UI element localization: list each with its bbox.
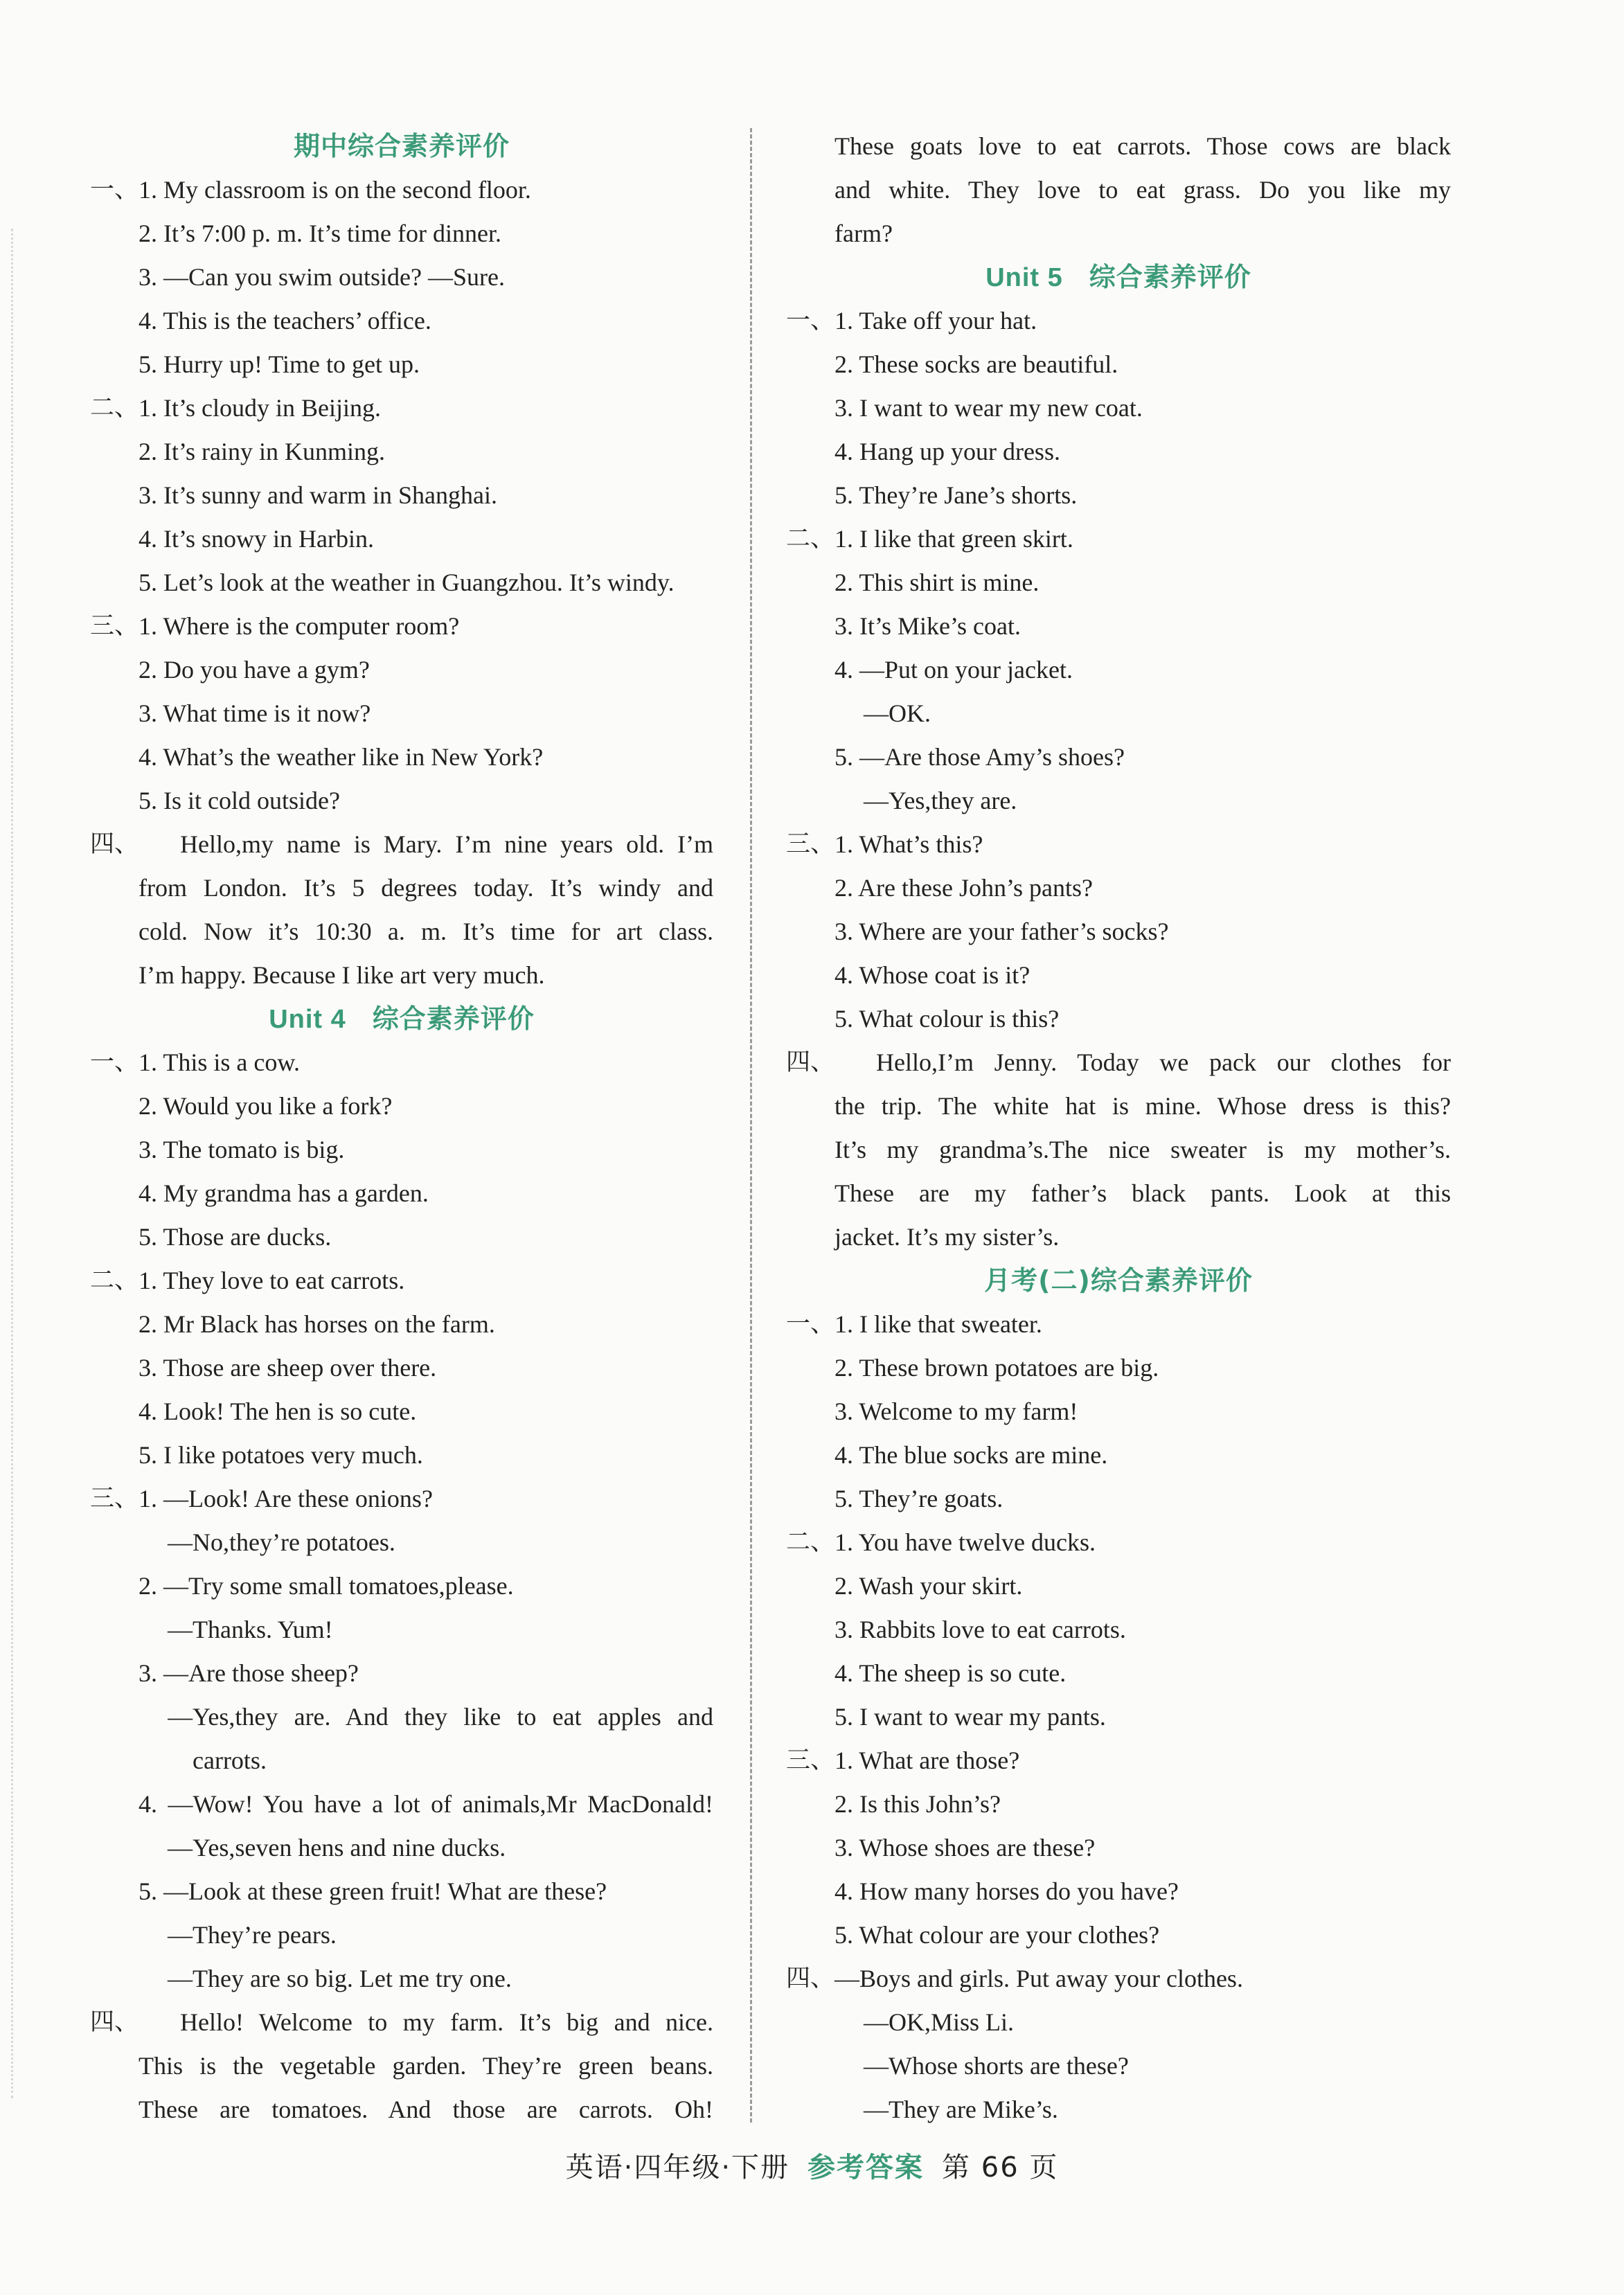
answer-text: 5. Let’s look at the weather in Guangzhou. It’s windy. (139, 569, 675, 596)
section-title-text: 综合素养评价 (372, 1003, 535, 1034)
answer-text: Hello,I’m Jenny. Today we pack our clothes for (876, 1048, 1451, 1076)
answer-text: 1. My classroom is on the second floor. (139, 176, 531, 204)
answer-text: 1. What’s this? (835, 830, 983, 858)
answer-text: 5. I want to wear my pants. (835, 1703, 1106, 1731)
margin-dots (11, 229, 13, 2098)
answer-text: —They’re pears. (168, 1921, 337, 1949)
answer-line (786, 561, 1451, 605)
answer-line (90, 1783, 713, 1826)
part-marker: 四、 (90, 2008, 139, 2036)
answer-text-line (786, 168, 1451, 212)
answer-text-line (90, 1695, 713, 1739)
section-title-text: 综合素养评价 (1089, 262, 1251, 292)
answer-text: 4. Look! The hen is so cute. (139, 1397, 417, 1425)
answer-text: 2. This shirt is mine. (835, 569, 1039, 596)
answer-text: Hello! Welcome to my farm. It’s big and nice. (180, 2008, 713, 2036)
section-title (786, 256, 1451, 299)
answer-text: These goats love to eat carrots. Those cows are black (835, 132, 1451, 160)
answer-line (786, 1870, 1451, 1913)
answer-line (786, 997, 1451, 1041)
answer-line (90, 474, 713, 517)
part-marker: 四、 (90, 830, 139, 858)
answer-line (786, 1303, 1451, 1346)
answer-line (90, 1477, 713, 1521)
answer-line (90, 1434, 713, 1477)
answer-text: 2. It’s rainy in Kunming. (139, 438, 385, 465)
answer-text-line (90, 2088, 713, 2132)
column-divider (750, 128, 752, 2123)
answer-text-line (90, 1521, 713, 1564)
answer-text-line (786, 212, 1451, 256)
answer-text: 2. Do you have a gym? (139, 656, 370, 684)
answer-text: 4. It’s snowy in Harbin. (139, 525, 374, 553)
answer-text: the trip. The white hat is mine. Whose dress is this? (835, 1092, 1451, 1120)
answer-text-line (90, 823, 713, 866)
answer-text: 3. —Are those sheep? (139, 1659, 359, 1687)
answer-text: 1. You have twelve ducks. (835, 1528, 1096, 1556)
answer-text: 5. —Are those Amy’s shoes? (835, 743, 1125, 771)
answer-line (786, 1695, 1451, 1739)
answer-line (786, 1521, 1451, 1564)
answer-text: 2. It’s 7:00 p. m. It’s time for dinner. (139, 220, 501, 247)
left-column (90, 125, 713, 2132)
answer-line (90, 1390, 713, 1434)
answer-text: These are tomatoes. And those are carrots. Oh! (139, 2096, 713, 2123)
answer-line (90, 299, 713, 343)
part-marker: 二、 (786, 525, 835, 553)
answer-text: This is the vegetable garden. They’re green beans. (139, 2052, 713, 2080)
answer-text: 5. Is it cold outside? (139, 787, 340, 814)
answer-text: 5. Those are ducks. (139, 1223, 332, 1251)
answer-line (90, 1346, 713, 1390)
answer-text: —Boys and girls. Put away your clothes. (835, 1965, 1243, 1992)
answer-line (786, 474, 1451, 517)
answer-line (786, 735, 1451, 779)
answer-text: 5. They’re goats. (835, 1485, 1003, 1512)
answer-line (90, 1870, 713, 1913)
answer-text: I’m happy. Because I like art very much. (139, 961, 545, 989)
answer-text-line (90, 1913, 713, 1957)
answer-text: 3. Welcome to my farm! (835, 1397, 1078, 1425)
answer-text-line (786, 692, 1451, 735)
answer-text: 3. —Can you swim outside? —Sure. (139, 263, 505, 291)
answer-line (90, 1215, 713, 1259)
answer-text-line (786, 779, 1451, 823)
answer-text: 1. I like that sweater. (835, 1310, 1042, 1338)
answer-text: 2. Would you like a fork? (139, 1092, 393, 1120)
answer-text: 3. It’s sunny and warm in Shanghai. (139, 481, 497, 509)
answer-line (90, 168, 713, 212)
part-marker: 四、 (786, 1965, 835, 1992)
answer-text: It’s my grandma’s.The nice sweater is my mother’s. (835, 1136, 1451, 1163)
answer-line (90, 517, 713, 561)
answer-text: 4. —Wow! You have a lot of animals,Mr MacDonald! (139, 1790, 713, 1818)
answer-text: 1. It’s cloudy in Beijing. (139, 394, 381, 422)
answer-text-line (786, 125, 1451, 168)
right-column (786, 125, 1451, 2132)
answer-line (90, 386, 713, 430)
answer-text-line (90, 1957, 713, 2001)
answer-text: Hello,my name is Mary. I’m nine years old. I’m (180, 830, 713, 858)
section-title (90, 997, 713, 1041)
answer-line (90, 1259, 713, 1303)
answer-text: 1. Where is the computer room? (139, 612, 460, 640)
answer-text-line (90, 1739, 713, 1783)
answer-text: —No,they’re potatoes. (168, 1528, 395, 1556)
answer-text: 5. What colour are your clothes? (835, 1921, 1160, 1949)
answer-line (786, 1564, 1451, 1608)
answer-line (90, 605, 713, 648)
answer-line (90, 1652, 713, 1695)
answer-text: 5. —Look at these green fruit! What are these? (139, 1877, 607, 1905)
part-marker: 一、 (786, 1310, 835, 1338)
answer-line (90, 561, 713, 605)
answer-text-line (90, 910, 713, 954)
section-title: 月考(二)综合素养评价 (984, 1265, 1253, 1296)
answer-text: jacket. It’s my sister’s. (835, 1223, 1060, 1251)
part-marker: 一、 (786, 307, 835, 334)
answer-text: 4. What’s the weather like in New York? (139, 743, 544, 771)
answer-line (90, 1041, 713, 1084)
part-marker: 一、 (90, 176, 139, 204)
answer-text: 1. They love to eat carrots. (139, 1267, 405, 1294)
answer-text: 2. Wash your skirt. (835, 1572, 1023, 1600)
answer-text: 4. The blue socks are mine. (835, 1441, 1108, 1469)
answer-line (786, 605, 1451, 648)
answer-text: 3. Where are your father’s socks? (835, 918, 1169, 945)
answer-text: 1. I like that green skirt. (835, 525, 1073, 553)
answer-text: 4. —Put on your jacket. (835, 656, 1073, 684)
answer-text: 3. It’s Mike’s coat. (835, 612, 1021, 640)
answer-line (90, 1084, 713, 1128)
answer-text: —OK. (864, 699, 931, 727)
answer-text: 3. Rabbits love to eat carrots. (835, 1616, 1126, 1643)
answer-line (90, 1564, 713, 1608)
answer-line (90, 343, 713, 386)
answer-text: farm? (835, 220, 893, 247)
answer-text-line (786, 2044, 1451, 2088)
answer-line (786, 1826, 1451, 1870)
answer-text: 2. These brown potatoes are big. (835, 1354, 1159, 1382)
answer-text-line (786, 2088, 1451, 2132)
answer-line (90, 779, 713, 823)
footer-answers: 参考答案 (807, 2152, 925, 2184)
answer-line (786, 299, 1451, 343)
footer-page-number: 第 66 页 (942, 2152, 1059, 2184)
answer-line (90, 256, 713, 299)
answer-text: and white. They love to eat grass. Do you like my (835, 176, 1451, 204)
part-marker: 二、 (786, 1528, 835, 1556)
answer-line (786, 517, 1451, 561)
answer-text: —They are so big. Let me try one. (168, 1965, 512, 1992)
answer-line (786, 823, 1451, 866)
answer-line (786, 1608, 1451, 1652)
answer-line (90, 430, 713, 474)
answer-text: 5. They’re Jane’s shorts. (835, 481, 1078, 509)
answer-text-line (786, 1084, 1451, 1128)
answer-line (786, 343, 1451, 386)
answer-text: —Whose shorts are these? (864, 2052, 1129, 2080)
part-marker: 三、 (90, 1485, 139, 1512)
answer-line (786, 1346, 1451, 1390)
answer-line (786, 1652, 1451, 1695)
answer-text: —OK,Miss Li. (864, 2008, 1015, 2036)
answer-line (786, 954, 1451, 997)
part-marker: 一、 (90, 1048, 139, 1076)
answer-text: 1. This is a cow. (139, 1048, 300, 1076)
answer-text-line (786, 1172, 1451, 1215)
answer-text: —Yes,they are. (864, 787, 1017, 814)
answer-text-line (786, 2001, 1451, 2044)
answer-text: 4. My grandma has a garden. (139, 1179, 429, 1207)
part-marker: 三、 (786, 830, 835, 858)
answer-text-line (90, 2044, 713, 2088)
answer-text: 5. I like potatoes very much. (139, 1441, 423, 1469)
part-marker: 四、 (786, 1048, 835, 1076)
answer-text: from London. It’s 5 degrees today. It’s windy and (139, 874, 713, 902)
answer-text: carrots. (193, 1747, 267, 1774)
answer-text-line (90, 866, 713, 910)
answer-text: 4. The sheep is so cute. (835, 1659, 1067, 1687)
answer-text: 3. The tomato is big. (139, 1136, 345, 1163)
answer-text: 5. Hurry up! Time to get up. (139, 350, 420, 378)
answer-text: 4. This is the teachers’ office. (139, 307, 431, 334)
answer-line (90, 212, 713, 256)
answer-text-line (786, 1215, 1451, 1259)
answer-text: 1. Take off your hat. (835, 307, 1037, 334)
answer-text: 1. —Look! Are these onions? (139, 1485, 433, 1512)
answer-line (786, 1783, 1451, 1826)
section-title-unit: Unit 4 (269, 1005, 346, 1034)
answer-text: 4. How many horses do you have? (835, 1877, 1179, 1905)
answer-line (786, 430, 1451, 474)
answer-line (786, 910, 1451, 954)
footer-subject: 英语 (565, 2152, 624, 2184)
answer-text-line (90, 954, 713, 997)
answer-line (786, 1957, 1451, 2001)
answer-text: 3. Those are sheep over there. (139, 1354, 437, 1382)
answer-line (90, 1172, 713, 1215)
part-marker: 二、 (90, 1267, 139, 1294)
section-title: 期中综合素养评价 (293, 131, 510, 161)
footer-volume: 下册 (731, 2152, 790, 2184)
answer-line (786, 386, 1451, 430)
answer-line (90, 692, 713, 735)
answer-text: 2. Is this John’s? (835, 1790, 1001, 1818)
answer-text: —Yes,seven hens and nine ducks. (168, 1834, 506, 1861)
answer-text: 3. Whose shoes are these? (835, 1834, 1096, 1861)
answer-line (90, 735, 713, 779)
answer-text: 2. These socks are beautiful. (835, 350, 1118, 378)
answer-text-line (786, 1128, 1451, 1172)
answer-line (786, 1390, 1451, 1434)
answer-text: 1. What are those? (835, 1747, 1020, 1774)
answer-text: 2. —Try some small tomatoes,please. (139, 1572, 514, 1600)
answer-text: —They are Mike’s. (864, 2096, 1058, 2123)
answer-text: 2. Mr Black has horses on the farm. (139, 1310, 495, 1338)
answer-line (90, 648, 713, 692)
part-marker: 二、 (90, 394, 139, 422)
answer-line (786, 1434, 1451, 1477)
answer-text: 3. I want to wear my new coat. (835, 394, 1143, 422)
answer-line (786, 1913, 1451, 1957)
part-marker: 三、 (786, 1747, 835, 1774)
answer-text: 3. What time is it now? (139, 699, 371, 727)
answer-text: These are my father’s black pants. Look at this (835, 1179, 1451, 1207)
page-footer: 英语·四年级·下册 参考答案 第 66 页 (565, 2152, 1059, 2184)
answer-text-line (90, 1826, 713, 1870)
answer-text-line (90, 1608, 713, 1652)
answer-text: —Yes,they are. And they like to eat apples and (168, 1703, 713, 1731)
answer-text: 4. Whose coat is it? (835, 961, 1030, 989)
answer-text: 2. Are these John’s pants? (835, 874, 1093, 902)
answer-line (786, 866, 1451, 910)
answer-line (90, 1303, 713, 1346)
answer-text: cold. Now it’s 10:30 a. m. It’s time for art class. (139, 918, 713, 945)
answer-text: 4. Hang up your dress. (835, 438, 1060, 465)
answer-text-line (90, 2001, 713, 2044)
answer-text: —Thanks. Yum! (168, 1616, 333, 1643)
answer-line (90, 1128, 713, 1172)
answer-line (786, 1477, 1451, 1521)
section-title-unit: Unit 5 (985, 263, 1063, 292)
part-marker: 三、 (90, 612, 139, 640)
answer-line (786, 1739, 1451, 1783)
answer-text-line (786, 1041, 1451, 1084)
answer-line (786, 648, 1451, 692)
answer-text: 5. What colour is this? (835, 1005, 1060, 1033)
footer-grade: 四年级 (634, 2152, 722, 2184)
